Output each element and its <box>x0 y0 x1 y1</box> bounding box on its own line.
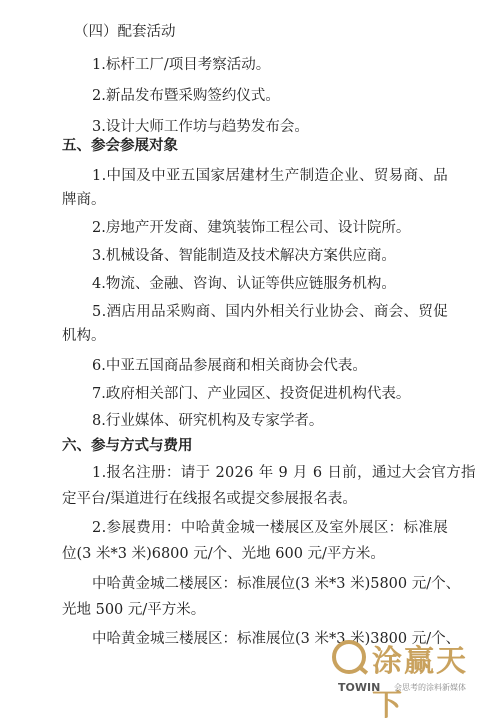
paragraph-line: 2.参展费用：中哈黄金城一楼展区及室外展区：标准展 <box>92 520 449 536</box>
section4-subheading: （四）配套活动 <box>74 24 176 40</box>
watermark-en: TOWIN <box>338 681 381 694</box>
paragraph-line: 位(3 米*3 米)6800 元/个、光地 600 元/平方米。 <box>62 546 385 562</box>
watermark <box>328 636 488 723</box>
paragraph-line: 1.报名注册：请于 2026 年 9 月 6 日前，通过大会官方指 <box>92 465 476 481</box>
paragraph-line: 光地 500 元/平方米。 <box>62 602 206 618</box>
paragraph-line: 定平台/渠道进行在线报名或提交参展报名表。 <box>62 491 357 507</box>
list-item: 4.物流、金融、咨询、认证等供应链服务机构。 <box>92 276 396 292</box>
list-item: 8.行业媒体、研究机构及专家学者。 <box>92 413 324 429</box>
list-item: 3.设计大师工作坊与趋势发布会。 <box>92 119 309 135</box>
paragraph-line: 中哈黄金城三楼展区：标准展位(3 米*3 米)3800 元/个、 <box>92 631 461 647</box>
list-item: 1.标杆工厂/项目考察活动。 <box>92 57 271 73</box>
list-item: 1.中国及中亚五国家居建材生产制造企业、贸易商、品 <box>92 168 449 184</box>
watermark-brand: 涂赢天下 <box>372 644 468 723</box>
section5-heading: 五、参会参展对象 <box>62 138 178 154</box>
list-item-continuation: 机构。 <box>62 328 106 344</box>
list-item: 3.机械设备、智能制造及技术解决方案供应商。 <box>92 248 396 264</box>
paragraph-line: 中哈黄金城二楼展区：标准展位(3 米*3 米)5800 元/个、 <box>92 576 461 592</box>
list-item: 7.政府相关部门、产业园区、投资促进机构代表。 <box>92 386 411 402</box>
section6-heading: 六、参与方式与费用 <box>62 438 193 454</box>
towin-logo-icon <box>332 640 366 674</box>
list-item: 5.酒店用品采购商、国内外相关行业协会、商会、贸促 <box>92 304 449 320</box>
list-item: 2.房地产开发商、建筑装饰工程公司、设计院所。 <box>92 220 411 236</box>
list-item: 6.中亚五国商品参展商和相关商协会代表。 <box>92 358 367 374</box>
list-item: 2.新品发布暨采购签约仪式。 <box>92 88 280 104</box>
watermark-tagline: 会思考的涂料新媒体 <box>394 683 466 692</box>
list-item-continuation: 牌商。 <box>62 192 106 208</box>
